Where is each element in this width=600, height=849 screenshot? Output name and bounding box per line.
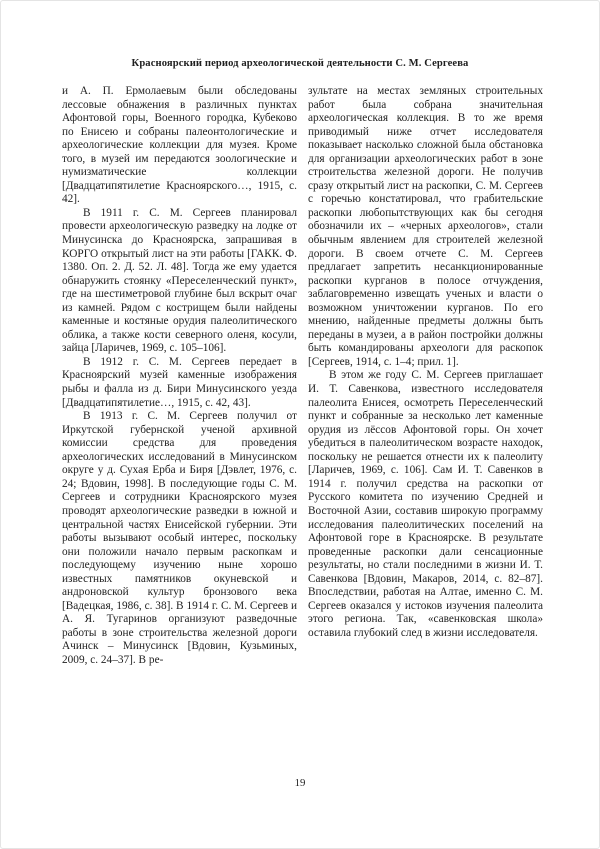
page-number: 19 — [294, 777, 306, 789]
running-header: Красноярский период археологической деятельности С. М. Сергеева — [131, 58, 469, 69]
right-column — [308, 85, 543, 668]
two-column-text-block — [62, 85, 543, 668]
paragraph: В 1913 г. С. М. Сергеев получил от Иркутской губернской ученой архивной комиссии средства для проведения археологических исследований в Минусинском округе у д. Сухая Ерба и Биря [Дэвлет, 1976, с. 24; Вдовин, 1998]. В последующие годы С. М. Сергеев и сотрудники Красноярского музея проводят археологические разведки в южной и центральной частях Енисейской губернии. Эти работы вызывают особый интерес, поскольку они положили начало первым раскопкам и последующему изучению ныне хорошо известных памятников окуневской и андроновской культур бронзового века [Вадецкая, 1986, с. 38]. В 1914 г. С. М. Сергеев и А. Я. Тугаринов организуют разведочные работы в зоне строительства железной дороги Ачинск – Минусинск [Вдовин, Кузьминых, 2009, с. 24–37]. В ре- — [62, 410, 297, 666]
paragraph: и А. П. Ермолаевым были обследованы лессовые обнажения в различных пунктах Афонтовой горы, Военного городка, Кубеково по Енисею и собраны палеонтологические и археологические коллекции для музея. Кроме того, в музей им передаются зоологические и нумизматические коллекции [Двадцатипятилетие Красноярского…, 1915, с. 42]. — [62, 85, 297, 206]
paragraph: В 1912 г. С. М. Сергеев передает в Красноярский музей каменные изображения рыбы и фалла из д. Бири Минусинского уезда [Двадцатипятилетие…, 1915, с. 42, 43]. — [62, 355, 297, 409]
paragraph: зультате на местах земляных строительных работ была собрана значительная археологическая коллекция. В то же время приводимый ниже отчет исследователя показывает насколько сложной была обстановка для организации археологических работ в зоне строительства железной дороги. Не получив сразу открытый лист на раскопки, С. М. Сергеев с горечью констатировал, что грабительские раскопки любопытствующих как бы сегодня обозначили их – «черных археологов», стали обычным явлением для строителей железной дороги. В своем отчете С. М. Сергеев предлагает запретить несанкционированные раскопки курганов в полосе отчуждения, заблаговременно извещать ученых и власти о возможном уничтожении курганов. По его мнению, найденные предметы должны быть переданы в музеи, а в район постройки должны быть командированы археологи для раскопок [Сергеев, 1914, с. 1–4; прил. 1]. — [308, 85, 543, 368]
left-column — [62, 85, 297, 668]
paragraph: В 1911 г. С. М. Сергеев планировал провести археологическую разведку на лодке от Минусинска до Красноярска, запрашивая в КОРГО открытый лист на эти работы [ГАКК. Ф. 1380. Оп. 2. Д. 52. Л. 48]. Тогда же ему удается обнаружить стоянку «Переселенческий пункт», где на шестиметровой глубине был вскрыт очаг из камней. Рядом с кострищем были найдены каменные и костяные орудия палеолитического облика, а также кости северного оленя, косули, зайца [Ларичев, 1969, с. 105–106]. — [62, 206, 297, 355]
paragraph: В этом же году С. М. Сергеев приглашает И. Т. Савенкова, известного исследователя палеолита Енисея, осмотреть Переселенческий пункт и собранные за несколько лет каменные орудия из лёссов Афонтовой горы. Он хочет убедиться в палеолитическом возрасте находок, поскольку не решается отнести их к палеолиту [Ларичев, 1969, с. 106]. Сам И. Т. Савенков в 1914 г. получил средства на раскопки от Русского комитета по изучению Средней и Восточной Азии, составив широкую программу исследования палеолитических поселений на Афонтовой горе в Красноярске. В результате проведенные раскопки дали сенсационные результаты, но стали последними в жизни И. Т. Савенкова [Вдовин, Макаров, 2014, с. 82–87]. Впоследствии, работая на Алтае, именно С. М. Сергеев оказался у истоков изучения палеолита этого региона. Так, «савенковская школа» оставила глубокий след в жизни исследователя. — [308, 369, 543, 639]
